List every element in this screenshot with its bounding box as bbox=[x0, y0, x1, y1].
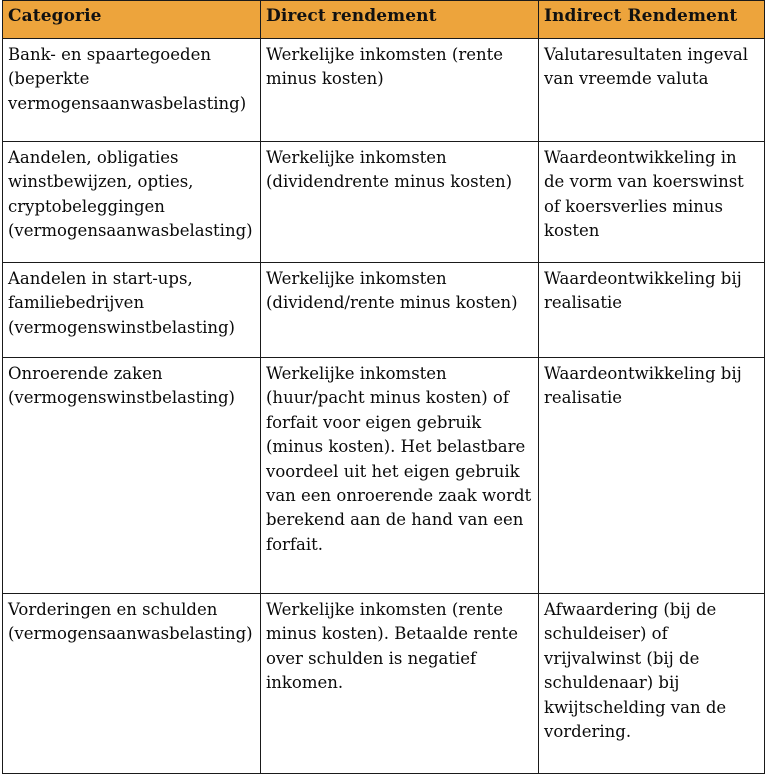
cell-direct-rendement bbox=[261, 594, 539, 774]
table-row bbox=[3, 39, 765, 142]
rendement-table bbox=[2, 0, 765, 774]
table-header bbox=[3, 1, 765, 39]
cell-text: Valutaresultaten ingeval van vreemde valuta bbox=[544, 45, 749, 89]
cell-text: Werkelijke inkomsten (rente minus kosten). Betaalde rente over schulden is negatief inkomen. bbox=[266, 600, 518, 693]
table-header-row bbox=[3, 1, 765, 39]
cell-categorie bbox=[3, 263, 261, 358]
table-row bbox=[3, 263, 765, 358]
cell-text: Aandelen, obligaties winstbewijzen, opties, cryptobeleggingen (vermogensaanwasbelasting) bbox=[8, 148, 253, 241]
cell-indirect-rendement bbox=[539, 358, 765, 594]
cell-indirect-rendement bbox=[539, 594, 765, 774]
cell-text: Waardeontwikkeling bij realisatie bbox=[544, 364, 742, 408]
cell-text: Afwaardering (bij de schuldeiser) of vrijvalwinst (bij de schuldenaar) bij kwijtschelding van de vordering. bbox=[544, 600, 727, 742]
cell-text: Werkelijke inkomsten (dividend/rente minus kosten) bbox=[266, 269, 518, 313]
cell-text: Werkelijke inkomsten (rente minus kosten) bbox=[266, 45, 504, 89]
cell-indirect-rendement bbox=[539, 263, 765, 358]
cell-categorie bbox=[3, 594, 261, 774]
cell-categorie bbox=[3, 39, 261, 142]
cell-indirect-rendement bbox=[539, 39, 765, 142]
table-body bbox=[3, 39, 765, 774]
cell-text: Vorderingen en schulden (vermogensaanwasbelasting) bbox=[8, 600, 253, 644]
cell-text: Aandelen in start-ups, familiebedrijven (vermogenswinstbelasting) bbox=[8, 269, 235, 337]
cell-categorie bbox=[3, 142, 261, 263]
cell-text: Werkelijke inkomsten (dividendrente minus kosten) bbox=[266, 148, 513, 192]
cell-text: Bank- en spaartegoeden (beperkte vermogensaanwasbelasting) bbox=[8, 45, 247, 113]
column-header-direct-rendement: Direct rendement bbox=[261, 1, 539, 39]
cell-text: Werkelijke inkomsten (huur/pacht minus kosten) of forfait voor eigen gebruik (minus kosten). Het belastbare voordeel uit het eigen gebruik van een onroerende zaak wordt berekend aan de hand van een forfait. bbox=[266, 364, 532, 554]
cell-direct-rendement bbox=[261, 142, 539, 263]
cell-direct-rendement bbox=[261, 39, 539, 142]
column-header-indirect-rendement: Indirect Rendement bbox=[539, 1, 765, 39]
cell-text: Waardeontwikkeling bij realisatie bbox=[544, 269, 742, 313]
cell-direct-rendement bbox=[261, 358, 539, 594]
table-row bbox=[3, 358, 765, 594]
cell-text: Waardeontwikkeling in de vorm van koerswinst of koersverlies minus kosten bbox=[544, 148, 744, 241]
cell-text: Onroerende zaken (vermogenswinstbelasting) bbox=[8, 364, 235, 408]
cell-direct-rendement bbox=[261, 263, 539, 358]
cell-indirect-rendement bbox=[539, 142, 765, 263]
column-header-categorie: Categorie bbox=[3, 1, 261, 39]
table-row bbox=[3, 594, 765, 774]
table-row bbox=[3, 142, 765, 263]
cell-categorie bbox=[3, 358, 261, 594]
